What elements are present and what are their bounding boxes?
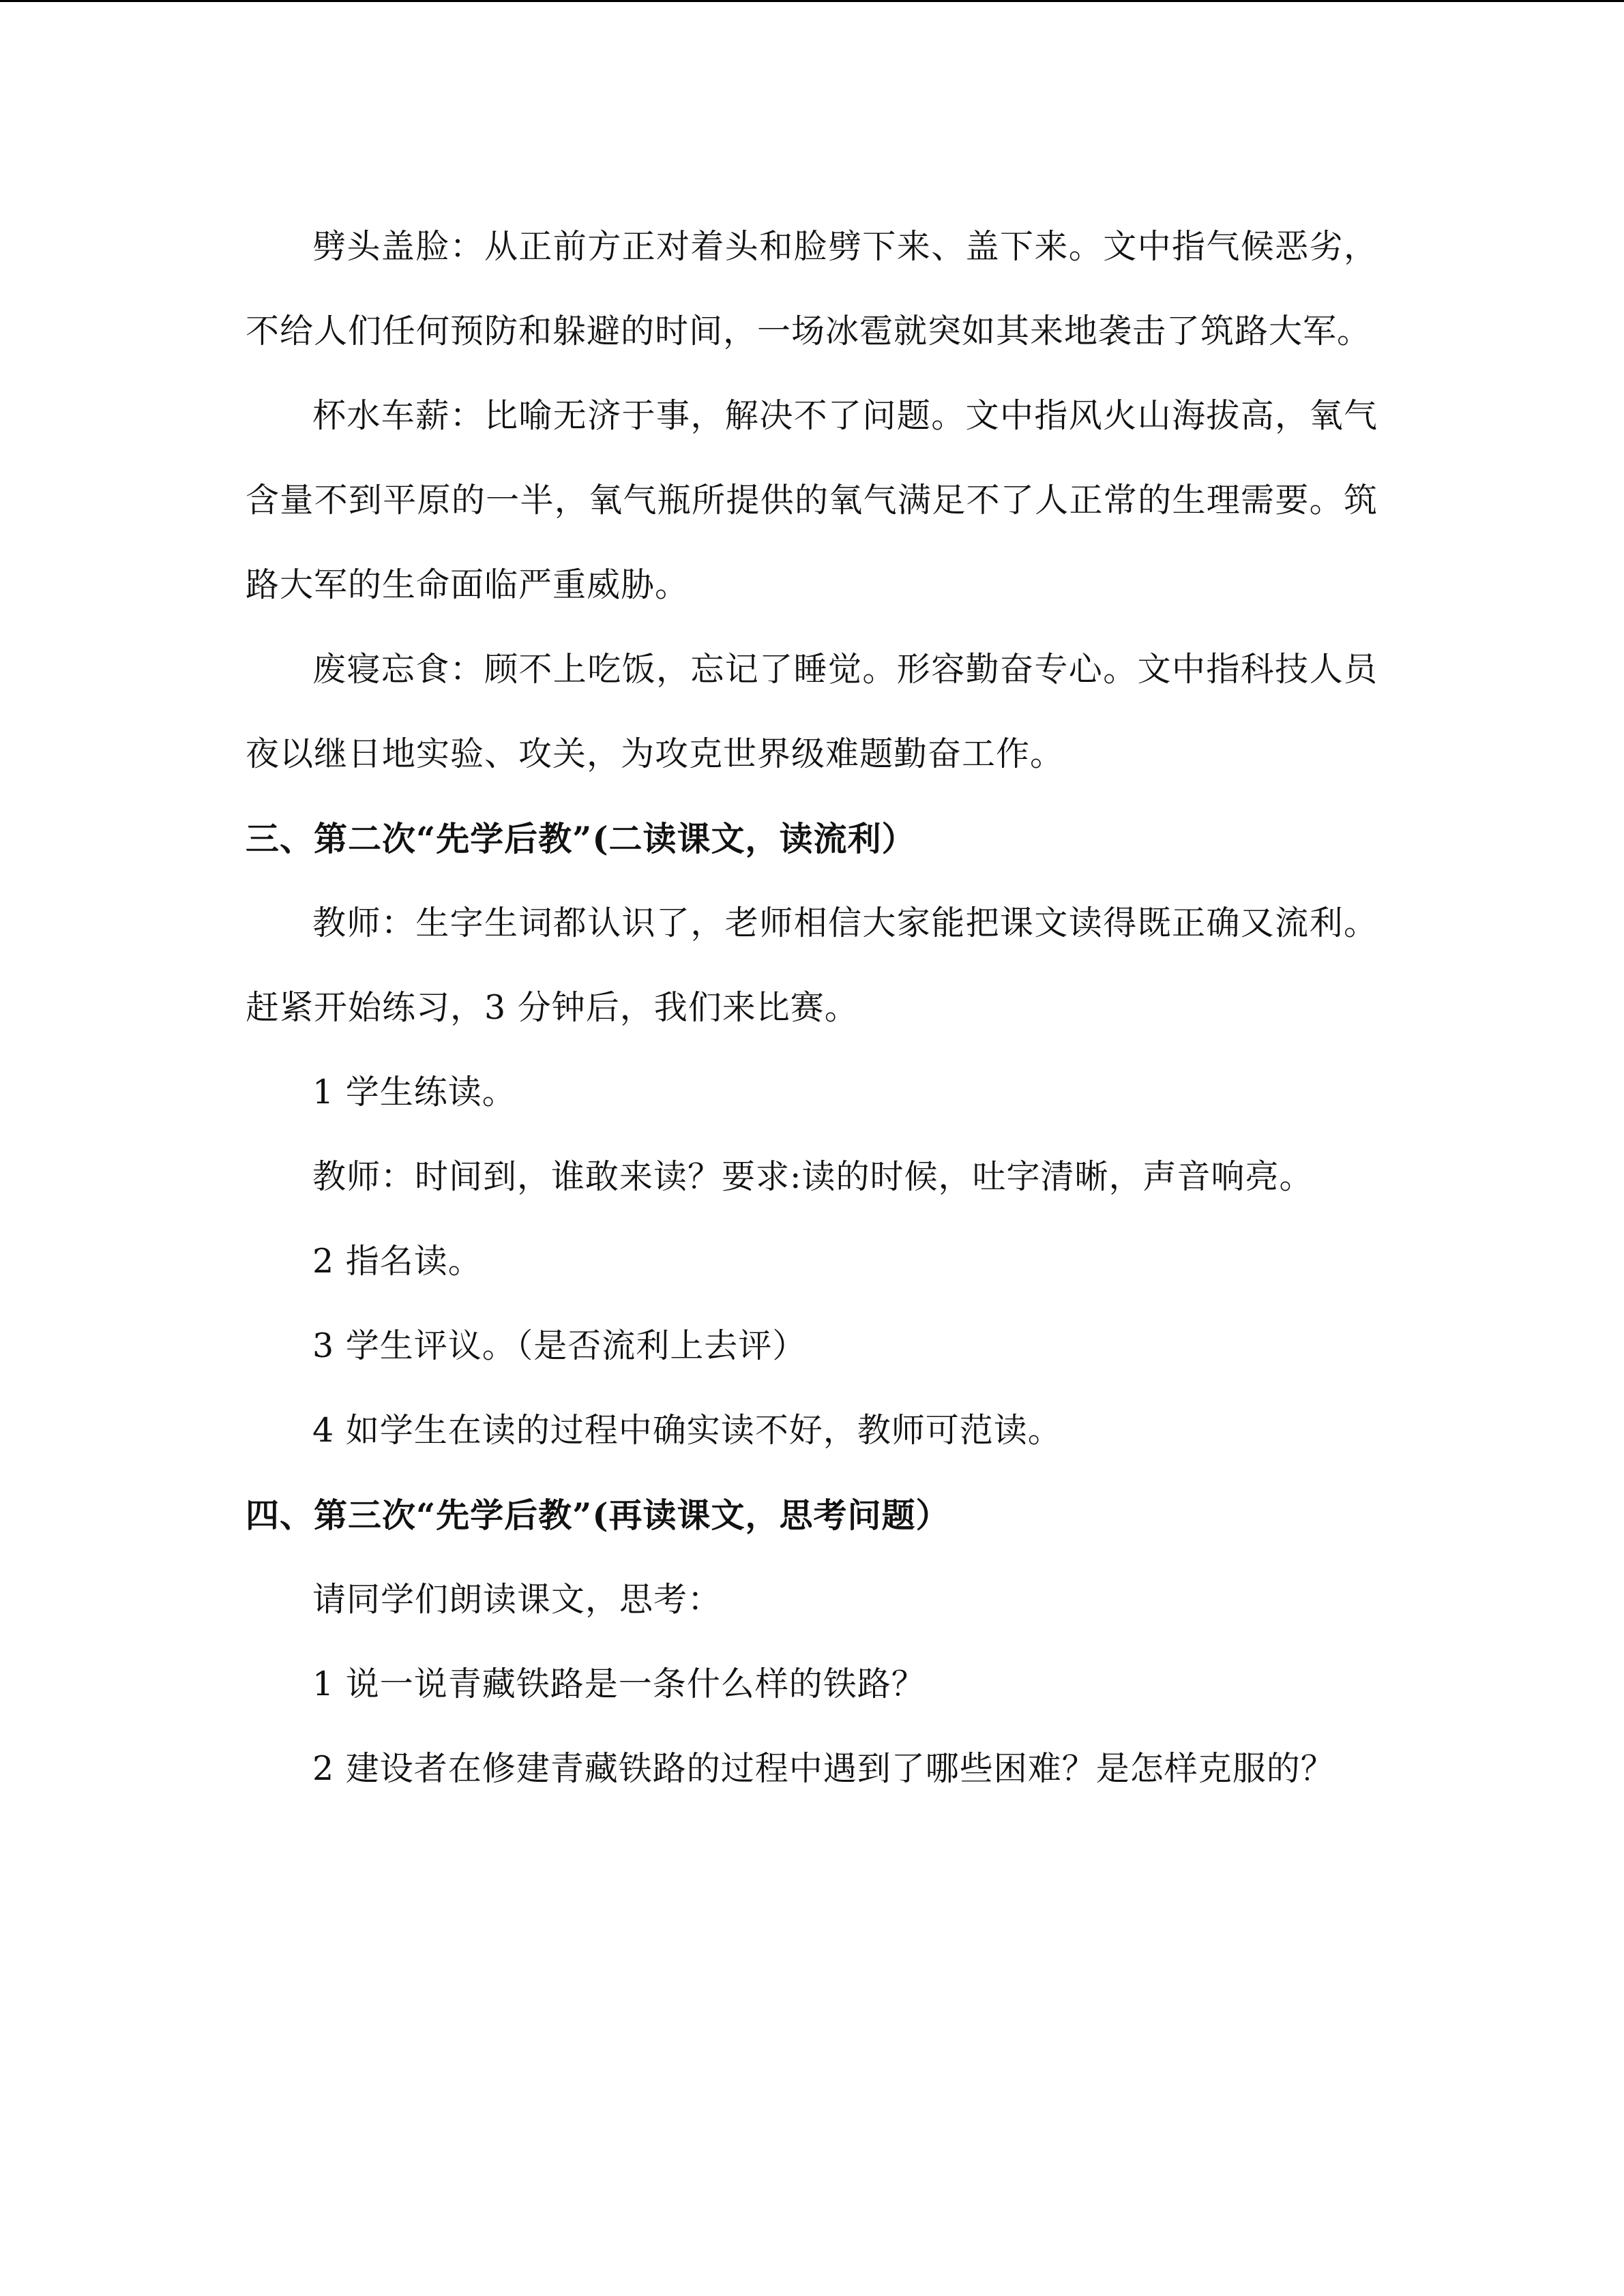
list-item-3-peer-review: 3 学生评议。（是否流利上去评） [312, 1326, 807, 1365]
list-item-1-practice: 1 学生练读。 [312, 1073, 516, 1112]
paragraph-teacher-requirement: 教师：时间到，谁敢来读？要求:读的时候，吐字清晰，声音响亮。 [312, 1157, 1314, 1196]
question-2: 2 建设者在修建青藏铁路的过程中遇到了哪些困难？是怎样克服的？ [312, 1749, 1335, 1788]
paragraph-feiqinwangshi: 废寝忘食：顾不上吃饭，忘记了睡觉。形容勤奋专心。文中指科技人员夜以继日地实验、攻关，为攻克世界级难题勤奋工作。 [246, 650, 1378, 773]
document-page [246, 205, 1378, 1811]
paragraph-teacher-instruction: 教师：生字生词都认识了，老师相信大家能把课文读得既正确又流利。赶紧开始练习，3 分钟后，我们来比赛。 [246, 904, 1378, 1027]
paragraph-think-prompt: 请同学们朗读课文，思考： [312, 1580, 722, 1619]
list-item-2-named-reading: 2 指名读。 [312, 1242, 482, 1281]
list-item-4-model-reading: 4 如学生在读的过程中确实读不好，教师可范读。 [312, 1411, 1062, 1450]
question-1: 1 说一说青藏铁路是一条什么样的铁路？ [312, 1665, 926, 1703]
top-border-rule [0, 0, 1624, 2]
paragraph-beishuichexin: 杯水车薪：比喻无济于事，解决不了问题。文中指风火山海拔高，氧气含量不到平原的一半，氧气瓶所提供的氧气满足不了人正常的生理需要。筑路大军的生命面临严重威胁。 [246, 396, 1378, 604]
section-heading-4: 四、第三次“先学后教”(再读课文，思考问题） [246, 1495, 950, 1535]
paragraph-pitougailian: 劈头盖脸：从正前方正对着头和脸劈下来、盖下来。文中指气候恶劣，不给人们任何预防和躲避的时间，一场冰雹就突如其来地袭击了筑路大军。 [246, 227, 1378, 351]
section-heading-3: 三、第二次“先学后教”(二读课文，读流利） [246, 819, 916, 859]
